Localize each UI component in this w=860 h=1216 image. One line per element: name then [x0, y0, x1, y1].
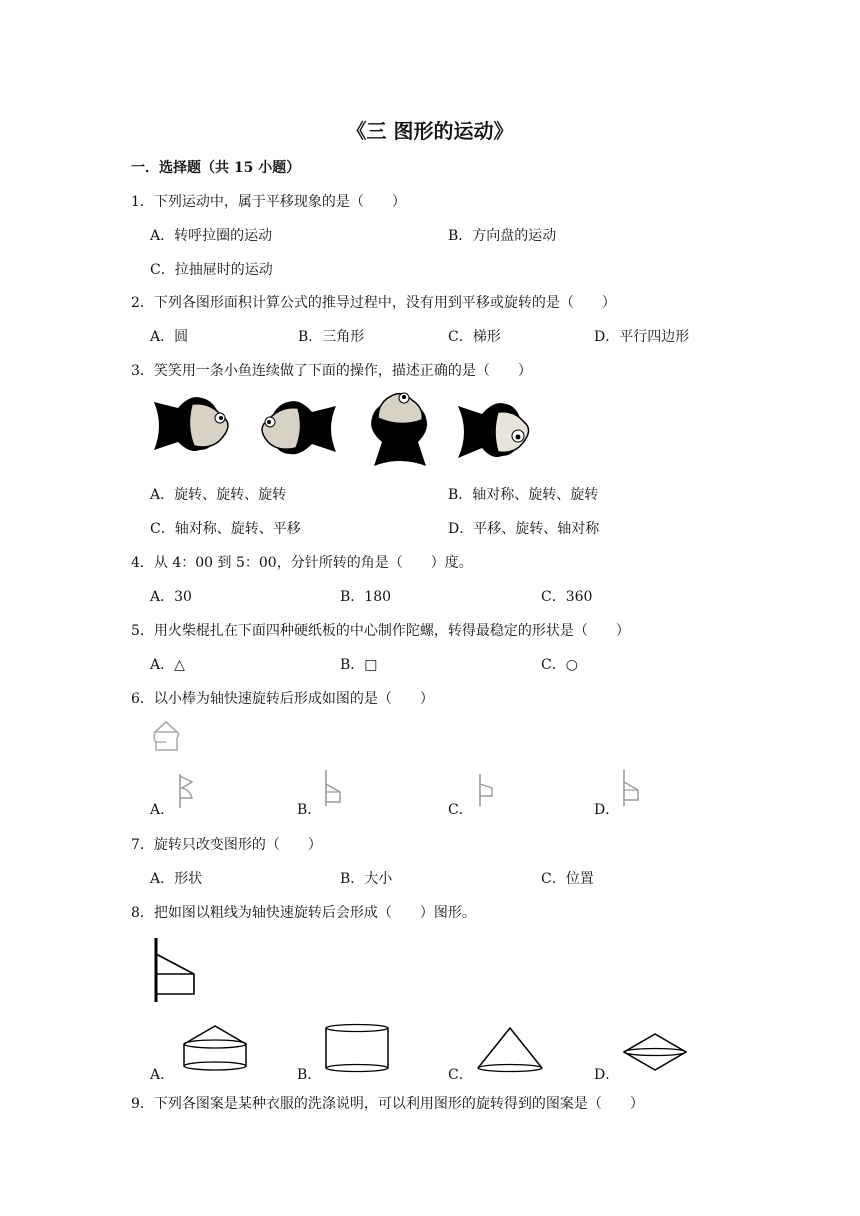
q5-option-a[interactable]: A．△ [150, 657, 185, 673]
flag-figure-b [320, 768, 346, 808]
question-7-stem: 7．旋转只改变图形的（ ） [131, 837, 322, 853]
q7-option-a[interactable]: A．形状 [150, 871, 203, 887]
q5-option-c[interactable]: C．○ [541, 657, 578, 673]
q3-option-b[interactable]: B．轴对称、旋转、旋转 [448, 487, 599, 503]
section-heading: 一．选择题（共 15 小题） [131, 160, 301, 176]
q6-option-a[interactable]: A． [150, 802, 175, 818]
axis-shape-figure [150, 936, 200, 1004]
q6-option-c[interactable]: C． [448, 802, 473, 818]
question-1-stem: 1．下列运动中，属于平移现象的是（ ） [131, 194, 406, 210]
flag-figure-a [174, 772, 198, 810]
q8-option-b[interactable]: B． [297, 1067, 322, 1083]
q2-option-b[interactable]: B．三角形 [298, 329, 365, 345]
fish-figure-4 [456, 398, 534, 462]
q2-option-c[interactable]: C．梯形 [448, 329, 501, 345]
q8-option-c[interactable]: C． [448, 1067, 473, 1083]
q8-option-a[interactable]: A． [150, 1067, 175, 1083]
question-3-stem: 3．笑笑用一条小鱼连续做了下面的操作，描述正确的是（ ） [131, 363, 532, 379]
fish-figure-1 [152, 392, 234, 458]
fish-figure-3 [366, 388, 434, 468]
q3-option-a[interactable]: A．旋转、旋转、旋转 [150, 487, 287, 503]
question-2-stem: 2．下列各图形面积计算公式的推导过程中，没有用到平移或旋转的是（ ） [131, 295, 616, 311]
q7-option-c[interactable]: C．位置 [541, 871, 594, 887]
q5-option-b[interactable]: B．□ [340, 657, 378, 673]
q7-option-b[interactable]: B．大小 [340, 871, 393, 887]
q6-option-b[interactable]: B． [297, 802, 322, 818]
q4-option-a[interactable]: A．30 [150, 589, 192, 605]
question-8-stem: 8．把如图以粗线为轴快速旋转后会形成（ ）图形。 [131, 905, 476, 921]
fish-figure-2 [256, 396, 338, 458]
q2-option-d[interactable]: D．平行四边形 [594, 329, 690, 345]
q4-option-c[interactable]: C．360 [541, 589, 593, 605]
q3-option-c[interactable]: C．轴对称、旋转、平移 [150, 521, 301, 537]
solid-figure-b [322, 1022, 392, 1074]
q3-option-d[interactable]: D．平移、旋转、轴对称 [448, 521, 600, 537]
solid-figure-a [178, 1022, 252, 1072]
flag-figure-c [474, 772, 498, 808]
rotation-result-figure [150, 720, 182, 752]
q6-option-d[interactable]: D． [594, 802, 620, 818]
q1-option-c[interactable]: C．拉抽屉时的运动 [150, 262, 273, 278]
question-4-stem: 4．从 4：00 到 5：00，分针所转的角是（ ）度。 [131, 555, 473, 571]
q1-option-a[interactable]: A．转呼拉圈的运动 [150, 228, 273, 244]
solid-figure-c [474, 1024, 546, 1074]
solid-figure-d [620, 1030, 690, 1074]
q8-option-d[interactable]: D． [594, 1067, 620, 1083]
question-6-stem: 6．以小棒为轴快速旋转后形成如图的是（ ） [131, 691, 434, 707]
question-5-stem: 5．用火柴棍扎在下面四种硬纸板的中心制作陀螺，转得最稳定的形状是（ ） [131, 623, 630, 639]
q4-option-b[interactable]: B．180 [340, 589, 392, 605]
q2-option-a[interactable]: A．圆 [150, 329, 189, 345]
q1-option-b[interactable]: B．方向盘的运动 [448, 228, 557, 244]
question-9-stem: 9．下列各图案是某种衣服的洗涤说明，可以利用图形的旋转得到的图案是（ ） [131, 1096, 644, 1112]
page-title: 《三 图形的运动》 [346, 119, 514, 143]
flag-figure-d [618, 768, 644, 808]
